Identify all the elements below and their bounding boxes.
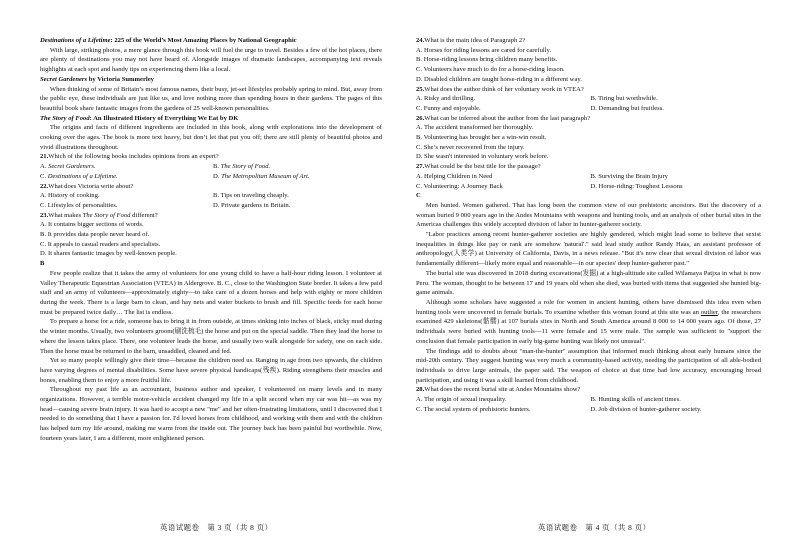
question-23 <box>40 211 382 260</box>
option-b: B. Tiring but worthwhile. <box>590 95 658 103</box>
answer-options <box>40 162 382 181</box>
option-a: A. Helping Children in Need <box>416 172 493 180</box>
passage-c-paragraph: The burial site was discovered in 2018 during excavations(发掘) at a high-altitude site called Wilamaya Patjxa in what is now Peru. The woman, thought to be between 17 and 19 years old when she died, was buried with items that suggested she hunted big-game animals. <box>416 269 761 297</box>
underlined-word: outlier <box>700 308 718 316</box>
question-21 <box>40 152 382 181</box>
book-title: Secret Gardeners by Victoria Summerley <box>40 75 154 83</box>
answer-options <box>416 395 761 414</box>
option-c: C. It appeals to casual readers and specialists. <box>40 240 161 248</box>
option-c: C. Funny and enjoyable. <box>416 104 481 112</box>
passage-c-paragraph: "Labor practices among recent hunter-gatherer societies are highly gendered, which might lead some to believe that sexist inequalities in things like pay or rank are somehow 'natural'." said lead study author Randy Haas, an assistant professor of anthropology(人类学) at University of California, Davis, in a news release. "But it's now clear that sexual division of labor was fundamentally different—likely more equal and reasonable—in our species' deep hunter-gatherer past." <box>416 231 761 268</box>
option-b: B. Tips on traveling cheaply. <box>213 192 289 200</box>
option-a: A. Secret Gardeners. <box>40 163 96 171</box>
section-heading-b: B <box>40 260 45 268</box>
option-c: C. Volunteering: A Journey Back <box>416 182 503 190</box>
option-d: D. Private gardens in Britain. <box>213 201 291 209</box>
question-stem: 22.What does Victoria write about? <box>40 182 134 190</box>
book-title: The Story of Food: An Illustrated History of Everything We Eat by DK <box>40 114 239 122</box>
option-a: A. Risky and thrilling. <box>416 95 476 103</box>
passage-b-paragraph: Yet so many people willingly give their time—because the children need us. Ranging in age from two upwards, the children have varying degrees of mental disabilities. Some have severe physical handicaps(残疾). Riding strengthens their muscles and bones, enabling them to enjoy a more fruitful life. <box>40 357 382 384</box>
option-c: C. Destinations of a Lifetime. <box>40 172 118 180</box>
page-footer-left: 英语试题卷 第 3 页（共 8 页） <box>160 523 273 532</box>
question-stem: 27.What could be the best title for the passage? <box>416 163 541 171</box>
answer-options <box>40 191 382 210</box>
section-heading-c: C <box>416 192 421 200</box>
option-d: D. She wasn't interested in voluntary work before. <box>416 153 549 161</box>
option-b: B. It provides data people never heard of. <box>40 231 150 239</box>
option-c: C. The social system of prehistoric hunters. <box>416 405 531 413</box>
question-stem: 23.What makes The Story of Food different? <box>40 211 158 219</box>
question-stem: 21.Which of the following books includes opinions from an expert? <box>40 153 219 161</box>
book-entry <box>40 114 382 153</box>
left-column <box>40 36 382 444</box>
book-title: Destinations of a Lifetime: 225 of the World’s Most Amazing Places by National Geographic <box>40 37 297 44</box>
option-a: A. The accident transformed her thoroughly. <box>416 124 534 132</box>
book-entry <box>40 36 382 75</box>
book-description: The origins and facts of different ingredients are included in this book, along with explorations into the development of cooking over the ages. The book is more text heavy, but don’t let that put you off; there are still plenty of beautiful photos and vivid illustrations throughout. <box>40 124 382 151</box>
book-entry <box>40 75 382 114</box>
passage-c-paragraph: The findings add to doubts about "man-the-hunter" assumption that informed much thinking about early humans since the mid-20th century. They suggest hunting was very much a community-based activity, needing the participation of all able-bodied individuals to drive large animals, the paper said. The weapon of choice at that time had low accuracy, encouraging broad participation, and using it was a skill learned from childhood. <box>416 347 761 384</box>
option-c: C. She’s never recovered from the injury. <box>416 143 525 151</box>
question-28 <box>416 385 761 414</box>
question-22 <box>40 182 382 211</box>
option-c: C. Volunteers have much to do for a horse-riding lesson. <box>416 66 565 74</box>
answer-options <box>416 172 761 191</box>
option-d: D. The Metropolitan Museum of Art. <box>213 172 310 180</box>
passage-b-paragraph: Few people realize that it takes the army of volunteers for one young child to have a half-hour riding lesson. I volunteer at Valley Therapeutic Equestrian Association (VTEA) in Aldergrove. B. C., close to the Washington State border. It takes a few paid staff and an army of volunteers—approximately eighty—to take care of a dozen horses and help with eighty or more children during the week. There is a large barn to clean, and hay nets and water buckets to brush and fill. Specific feeds for each horse must be prepared twice daily… The list is endless. <box>40 269 382 316</box>
question-stem: 26.What can be inferred about the author from the last paragraph? <box>416 114 591 122</box>
question-stem: 24.What is the main idea of Paragraph 2? <box>416 37 526 44</box>
option-b: B. Horse-riding lessons bring children many benefits. <box>416 56 558 64</box>
option-b: B. The Story of Food. <box>213 163 271 171</box>
option-d: D. Disabled children are taught horse-riding in a different way. <box>416 75 582 83</box>
option-d: D. Job division of hunter-gatherer society. <box>590 405 702 413</box>
option-b: B. Hunting skills of ancient times. <box>590 396 681 404</box>
option-d: D. It shares fantastic images by well-known people. <box>40 250 177 258</box>
right-column <box>416 36 761 414</box>
option-a: A. Horses for riding lessons are cared for carefully. <box>416 46 552 54</box>
question-27 <box>416 162 761 191</box>
option-b: B. Volunteering has brought her a win-win result. <box>416 134 547 142</box>
option-d: D. Demanding but fruitless. <box>590 104 664 112</box>
option-a: A. It contains bigger sections of words. <box>40 221 144 229</box>
option-a: A. The origin of sexual inequality. <box>416 396 507 404</box>
option-d: D. Horse-riding: Toughest Lessons <box>590 182 683 190</box>
option-a: A. History of cooking. <box>40 192 100 200</box>
question-25 <box>416 85 761 114</box>
passage-b-paragraph: To prepare a horse for a ride, someone has to bring it in from outside, at times sinking into inches of black, sticky mud during the winter months. Usually, two volunteers groom(刷洗梳毛) the horse and put on the special saddle. Then they lead the horse to where the lesson takes place. There, one volunteer leads the horse, and usually two walk alongside for safety, one on each side. Then the horse must be returned to the barn, unsaddled, cleaned and fed. <box>40 318 382 355</box>
passage-c-paragraph: Men hunted. Women gathered. That has long been the common view of our prehistoric ancestors. But the discovery of a woman buried 9 000 years ago in the Andes Mountains with weapons and hunting tools, and an analysis of other burial sites in the Americas challenges this widely accepted division of labor in hunter-gatherer society. <box>416 201 761 229</box>
book-description: When thinking of some of Britain’s most famous names, their busy, jet-set lifestyles probably spring to mind. But, away from the public eye, these individuals are just like us, and love nothing more than spending hours in their gardens. The pages of this beautiful book share fantastic images from the gardens of 25 well-known personalities. <box>40 85 382 112</box>
option-b: B. Surviving the Brain Injury <box>590 172 668 180</box>
answer-options <box>416 94 761 113</box>
option-c: C. Lifestyles of personalities. <box>40 201 118 209</box>
question-24 <box>416 36 761 85</box>
book-description: With large, striking photos, a mere glance through this book will fuel the urge to travel. Besides a few of the hot places, there are plenty of destinations you may not have heard of. Alongside images of dramatic landscapes, accompanying text reveals highlights at each spot and handy tips on experiencing them like a local. <box>40 46 382 74</box>
question-stem: 28.What does the recent burial site at Andes Mountains show? <box>416 386 581 394</box>
question-stem: 25.What does the author think of her voluntary work in VTEA? <box>416 85 584 93</box>
question-26 <box>416 114 761 163</box>
page-footer-right: 英语试题卷 第 4 页（共 8 页） <box>538 523 651 532</box>
passage-c-paragraph: Although some scholars have suggested a role for women in ancient hunting, others have dismissed this idea even when hunting tools were uncovered in female burials. To examine whether this woman found at this site was an outlier, the researchers examined 429 skeletons(骷髅) at 107 burials sites in North and South America around 8 000 to 14 000 years ago. Of those, 27 individuals were buried with hunting tools—11 were female and 15 were male. The sample was sufficient to "support the conclusion that female participation in early big-game hunting was likely not unusual". <box>416 298 761 345</box>
passage-b-paragraph: Throughout my past life as an accountant, business author and speaker, I volunteered on many levels and in many organizations. However, a terrible motor-vehicle accident changed my life in a split second when my car was hit—as was my head—causing severe brain injury. It was hard to accept a new "me" and her often-frustrating limitations, until I discovered that I needed to do something that I have a passion for. I'd loved horses from childhood, and working with them and with the children has helped turn my life around, making me warm from the inside out. The journey back has been painful but worthwhile. Now, fourteen years later, I am a different, more enlightened person. <box>40 386 382 442</box>
